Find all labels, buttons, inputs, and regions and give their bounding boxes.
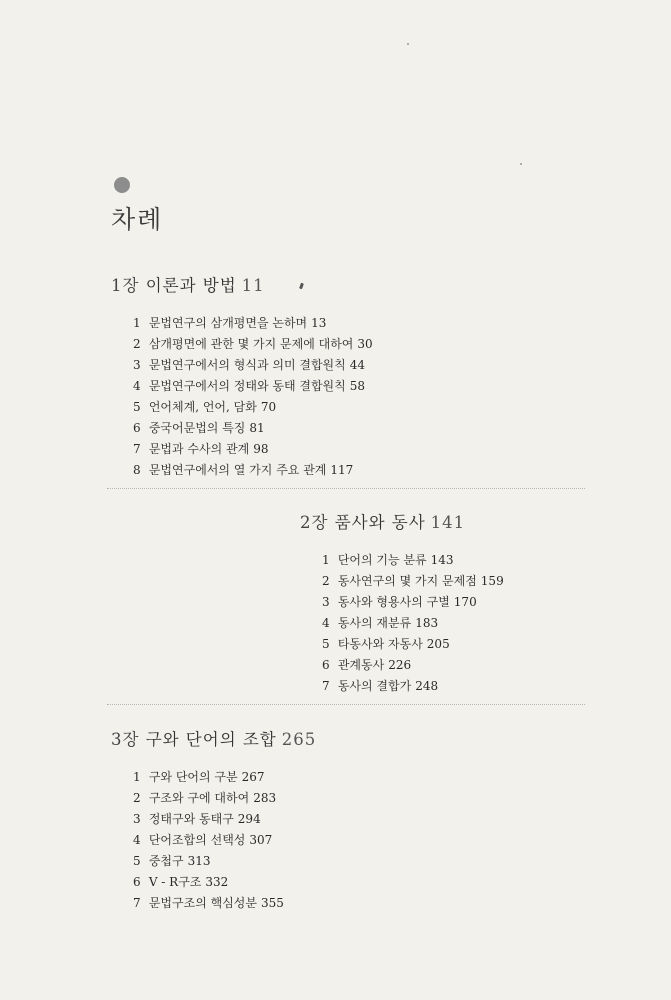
chapter-heading bbox=[111, 272, 373, 296]
chapter-heading bbox=[300, 509, 504, 533]
section-item bbox=[133, 313, 373, 334]
section-title: 문법연구에서의 형식과 의미 결합원칙 bbox=[148, 358, 346, 372]
section-list bbox=[111, 767, 316, 914]
chapter-number: 1장 bbox=[111, 276, 140, 295]
section-title: 문법연구에서의 정태와 동태 결합원칙 bbox=[148, 379, 346, 393]
chapter-title: 이론과 방법 bbox=[145, 276, 237, 295]
section-page: 13 bbox=[311, 316, 327, 330]
section-item bbox=[133, 376, 373, 397]
section-index: 7 bbox=[133, 896, 141, 910]
section-item bbox=[133, 809, 316, 830]
section-title: 문법구조의 핵심성분 bbox=[148, 896, 257, 910]
section-index: 7 bbox=[322, 679, 330, 693]
section-title: 중첩구 bbox=[148, 854, 184, 868]
section-page: 294 bbox=[237, 812, 261, 826]
section-page: 170 bbox=[453, 595, 477, 609]
section-index: 7 bbox=[133, 442, 141, 456]
section-title: 삼개평면에 관한 몇 가지 문제에 대하여 bbox=[148, 337, 354, 351]
section-index: 5 bbox=[322, 637, 330, 651]
section-index: 6 bbox=[133, 421, 141, 435]
section-page: 248 bbox=[415, 679, 439, 693]
section-title: 중국어문법의 특징 bbox=[148, 421, 246, 435]
section-page: 58 bbox=[349, 379, 366, 393]
section-index: 1 bbox=[322, 553, 330, 567]
section-page: 30 bbox=[357, 337, 373, 351]
section-item bbox=[133, 872, 316, 893]
section-item bbox=[322, 634, 504, 655]
section-title: 관계동사 bbox=[337, 658, 385, 672]
section-list bbox=[111, 313, 373, 481]
section-item bbox=[322, 613, 504, 634]
section-title: 동사연구의 몇 가지 문제점 bbox=[337, 574, 477, 588]
chapter-title: 구와 단어의 조합 bbox=[145, 730, 277, 749]
chapter-2 bbox=[300, 509, 504, 697]
section-title: 단어조합의 선택성 bbox=[148, 833, 246, 847]
section-item bbox=[322, 676, 504, 697]
section-index: 4 bbox=[322, 616, 330, 630]
section-item bbox=[133, 334, 373, 355]
paper-speck bbox=[407, 43, 409, 45]
section-item bbox=[133, 418, 373, 439]
section-index: 5 bbox=[133, 854, 141, 868]
section-index: 3 bbox=[133, 358, 141, 372]
section-index: 1 bbox=[133, 316, 141, 330]
section-page: 332 bbox=[205, 875, 229, 889]
section-index: 1 bbox=[133, 770, 141, 784]
section-index: 2 bbox=[133, 337, 141, 351]
section-title: 구조와 구에 대하여 bbox=[148, 791, 250, 805]
section-page: 205 bbox=[426, 637, 450, 651]
section-item bbox=[322, 571, 504, 592]
chapter-heading bbox=[111, 726, 316, 750]
section-title: 문법과 수사의 관계 bbox=[148, 442, 250, 456]
chapter-1 bbox=[111, 272, 373, 481]
section-item bbox=[133, 397, 373, 418]
section-page: 70 bbox=[260, 400, 277, 414]
section-title: 문법연구의 삼개평면을 논하며 bbox=[148, 316, 308, 330]
section-page: 183 bbox=[415, 616, 439, 630]
section-list bbox=[300, 550, 504, 697]
section-index: 4 bbox=[133, 833, 141, 847]
section-index: 5 bbox=[133, 400, 141, 414]
section-index: 6 bbox=[133, 875, 141, 889]
chapter-page: 141 bbox=[430, 513, 466, 532]
section-title: 정태구와 동태구 bbox=[148, 812, 234, 826]
section-index: 3 bbox=[133, 812, 141, 826]
dotted-divider bbox=[107, 488, 585, 489]
chapter-number: 3장 bbox=[111, 730, 140, 749]
section-page: 143 bbox=[430, 553, 454, 567]
section-title: 타동사와 자동사 bbox=[337, 637, 423, 651]
section-index: 3 bbox=[322, 595, 330, 609]
section-index: 2 bbox=[133, 791, 141, 805]
paper-speck bbox=[520, 163, 522, 165]
section-title: 단어의 기능 분류 bbox=[337, 553, 427, 567]
section-index: 2 bbox=[322, 574, 330, 588]
dotted-divider bbox=[107, 704, 585, 705]
section-page: 81 bbox=[249, 421, 265, 435]
section-title: V - R구조 bbox=[148, 875, 202, 889]
section-index: 8 bbox=[133, 463, 141, 477]
section-page: 98 bbox=[253, 442, 269, 456]
section-item bbox=[133, 767, 316, 788]
section-title: 문법연구에서의 열 가지 주요 관계 bbox=[148, 463, 327, 477]
section-item bbox=[133, 355, 373, 376]
section-page: 117 bbox=[330, 463, 354, 477]
chapter-3 bbox=[111, 726, 316, 914]
section-item bbox=[322, 655, 504, 676]
section-title: 동사의 결합가 bbox=[337, 679, 412, 693]
section-title: 동사와 형용사의 구별 bbox=[337, 595, 450, 609]
section-item bbox=[133, 439, 373, 460]
section-page: 313 bbox=[187, 854, 211, 868]
section-page: 355 bbox=[260, 896, 284, 910]
chapter-page: 11 bbox=[241, 276, 265, 295]
chapter-number: 2장 bbox=[300, 513, 329, 532]
chapter-page: 265 bbox=[281, 730, 317, 749]
section-item bbox=[133, 788, 316, 809]
section-item bbox=[322, 592, 504, 613]
section-page: 283 bbox=[253, 791, 277, 805]
section-title: 동사의 재분류 bbox=[337, 616, 412, 630]
section-item bbox=[133, 460, 373, 481]
section-page: 44 bbox=[349, 358, 366, 372]
section-title: 언어체계, 언어, 담화 bbox=[148, 400, 257, 414]
section-page: 307 bbox=[249, 833, 273, 847]
section-item bbox=[133, 830, 316, 851]
section-item bbox=[322, 550, 504, 571]
section-page: 226 bbox=[388, 658, 412, 672]
section-page: 267 bbox=[241, 770, 265, 784]
section-index: 6 bbox=[322, 658, 330, 672]
title-bullet-dot bbox=[114, 177, 130, 193]
section-item bbox=[133, 851, 316, 872]
section-item bbox=[133, 893, 316, 914]
section-index: 4 bbox=[133, 379, 141, 393]
chapter-title: 품사와 동사 bbox=[334, 513, 426, 532]
section-title: 구와 단어의 구분 bbox=[148, 770, 238, 784]
section-page: 159 bbox=[480, 574, 504, 588]
toc-title: 차례 bbox=[111, 205, 164, 234]
